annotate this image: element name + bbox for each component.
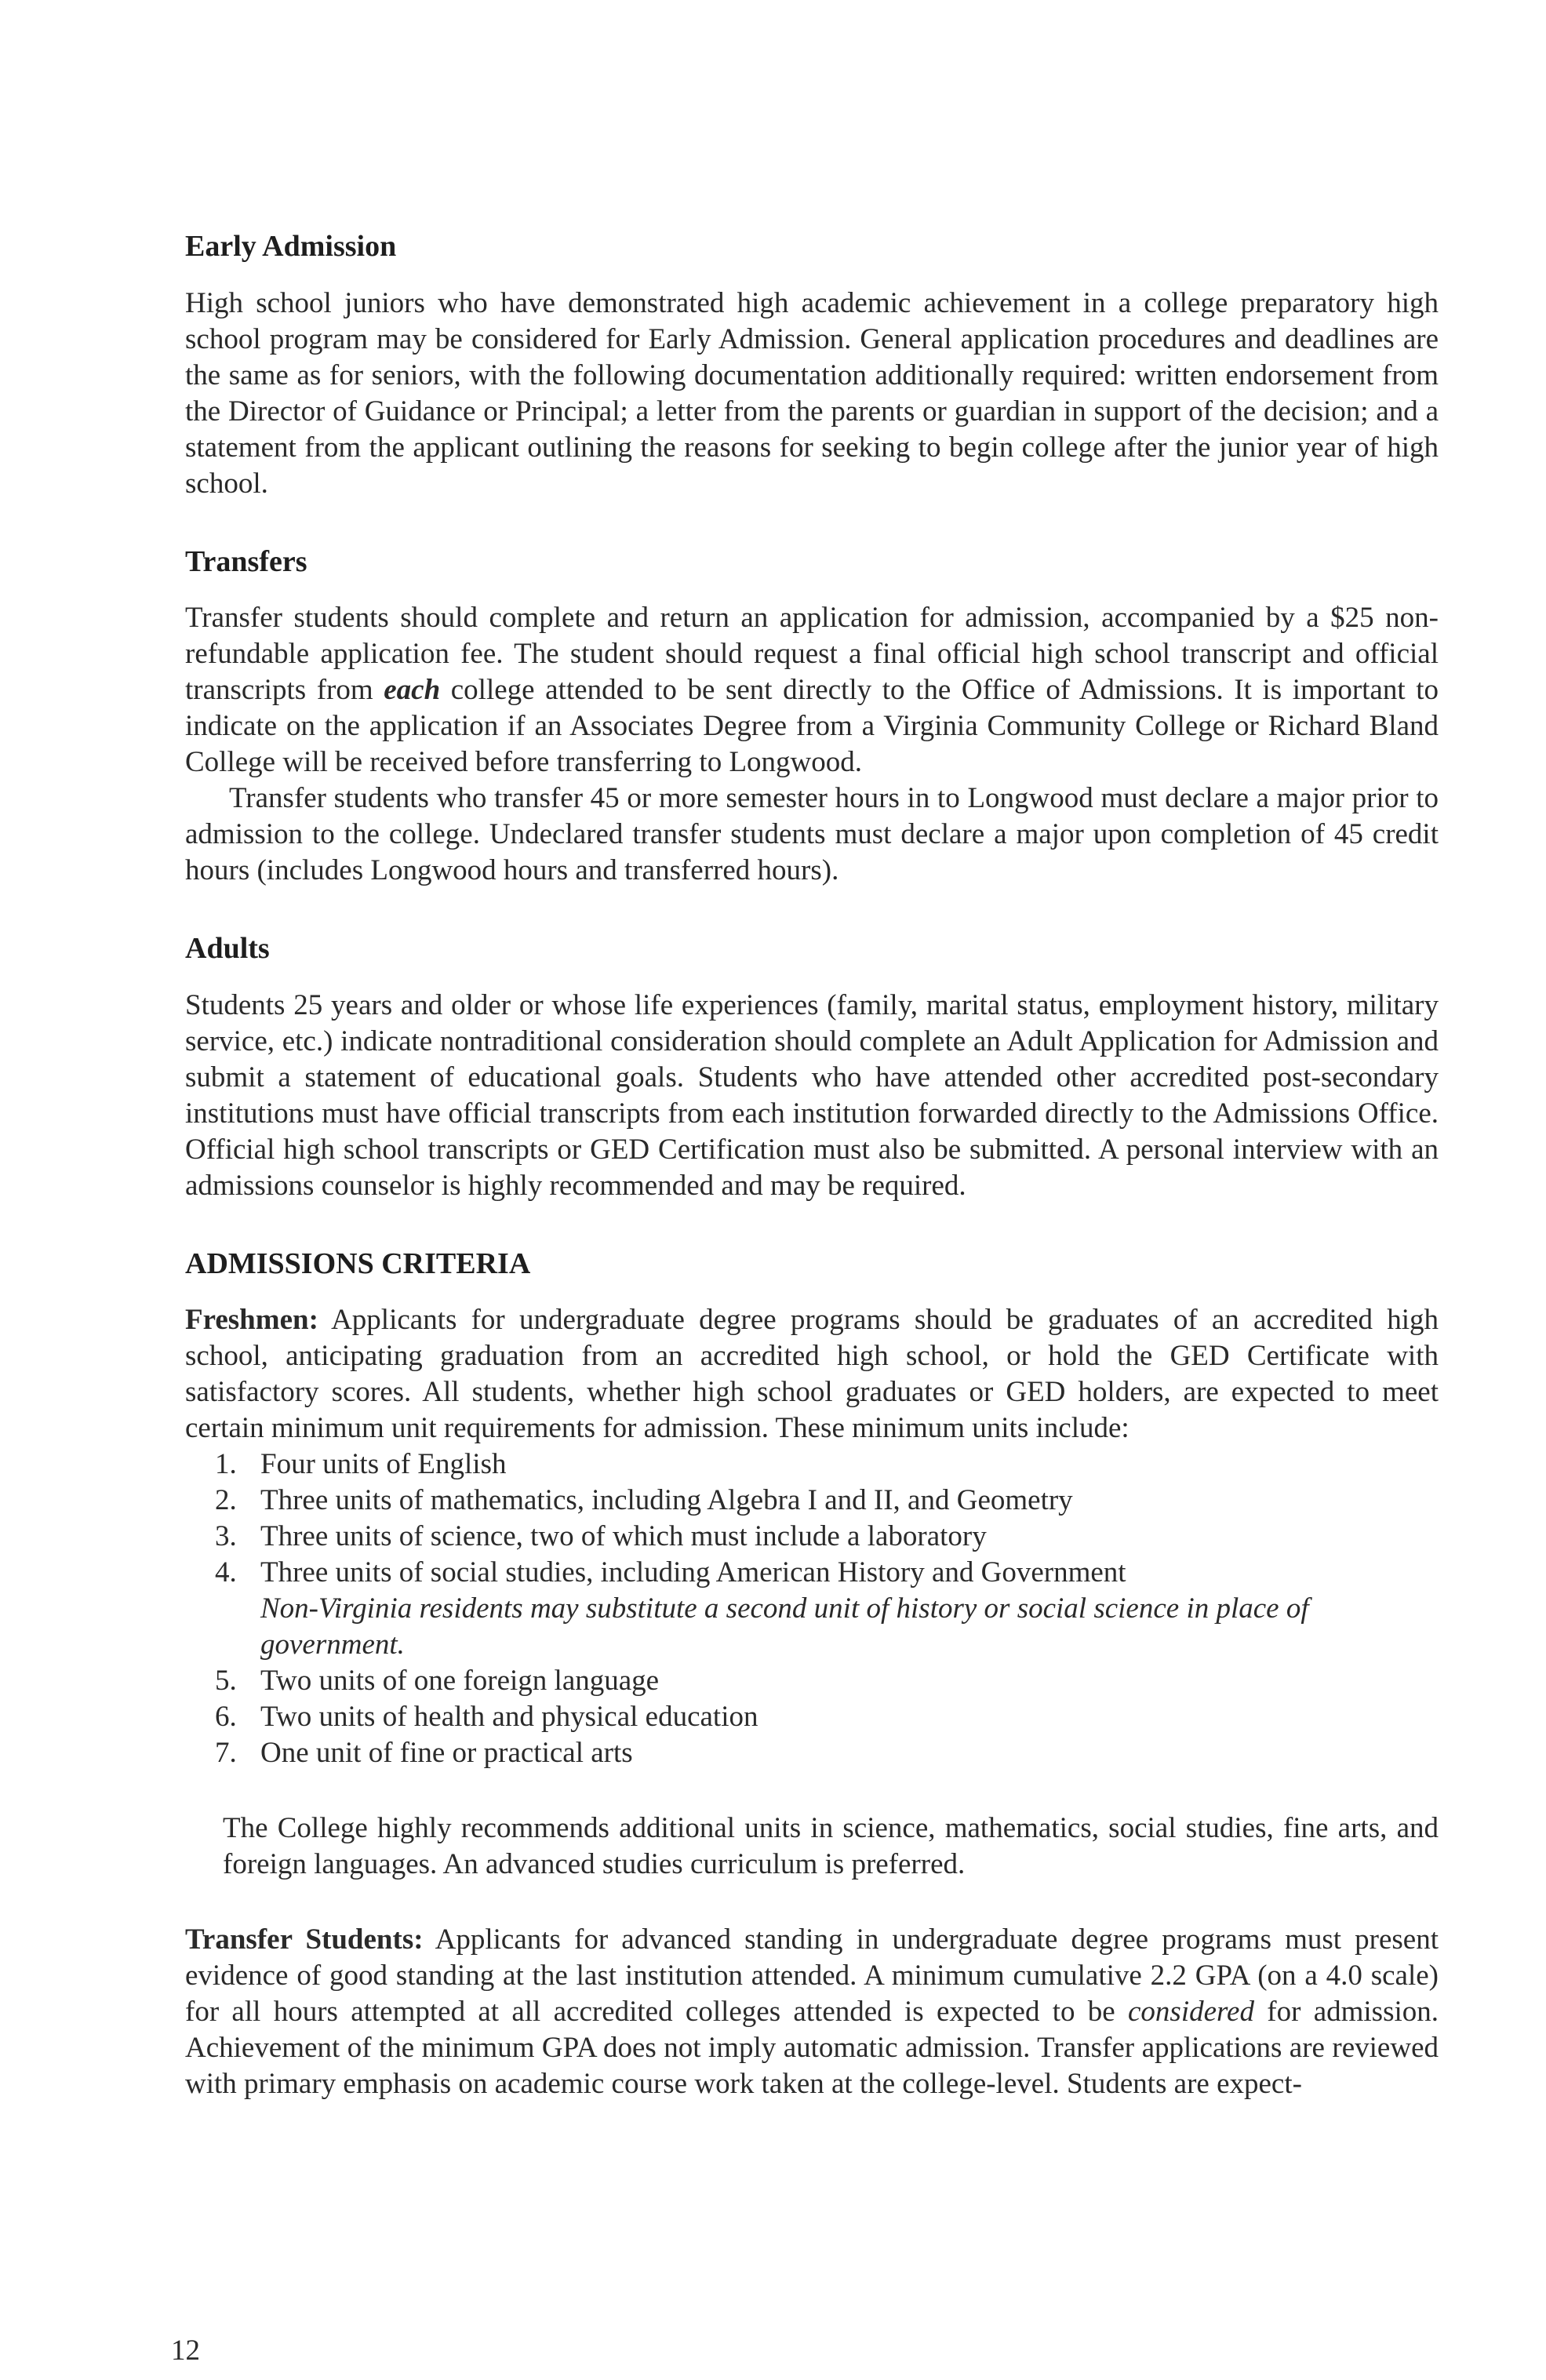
emphasis-each: each	[384, 674, 441, 707]
adults-section	[185, 931, 1439, 1204]
unit-4-note: Non-Virginia residents may substitute a second unit of history or social science in place of government.	[260, 1592, 1309, 1661]
transfer-students-paragraph: Transfer Students: Applicants for advanced standing in undergraduate degree programs must present evidence of good standing at the last institution attended. A minimum cumulative 2.2 GPA (on a 4.0 scale) for all hours attempted at all accredited colleges attended is expected to be considered for admission. Achievement of the minimum GPA does not imply automatic admission. Transfer applications are reviewed with primary emphasis on academic course work taken at the college-level. Students are expect-	[185, 1923, 1439, 2101]
early-admission-section	[185, 229, 1439, 502]
list-item: 1. Four units of English	[215, 1448, 507, 1481]
recommendation-paragraph: The College highly recommends additional units in science, mathematics, social studies, fine arts, and foreign languages. An advanced studies curriculum is preferred.	[223, 1812, 1439, 1881]
list-item: 4. Three units of social studies, including American History and Government Non-Virginia residents may substitute a second unit of history or social science in place of government.	[215, 1555, 1439, 1663]
page-number: 12	[171, 2335, 200, 2367]
early-admission-paragraph: High school juniors who have demonstrated high academic achievement in a college preparatory high school program may be considered for Early Admission. General application procedures and deadlines are the same as for seniors, with the following documentation additionally required: written endorsement from the Director of Guidance or Principal; a letter from the parents or guardian in support of the decision; and a statement from the applicant outlining the reasons for seeking to begin college after the junior year of high school.	[185, 286, 1439, 500]
transfers-paragraph-1: Transfer students should complete and return an application for admission, accompanied by a $25 non-refundable application fee. The student should request a final official high school transcript and official transcripts from each college attended to be sent directly to the Office of Admissions. It is important to indicate on the application if an Associates Degree from a Virginia Community College or Richard Bland College will be received before transferring to Longwood.	[185, 602, 1439, 779]
admissions-criteria-heading: ADMISSIONS CRITERIA	[185, 1246, 531, 1280]
transfers-paragraph-2: Transfer students who transfer 45 or more semester hours in to Longwood must declare a major prior to admission to the college. Undeclared transfer students must declare a major upon completion of 45 credit hours (includes Longwood hours and transferred hours).	[185, 782, 1439, 887]
document-page	[185, 229, 1439, 2145]
transfers-section	[185, 544, 1439, 890]
transfer-students-label: Transfer Students:	[185, 1923, 424, 1956]
transfers-heading: Transfers	[185, 544, 307, 578]
freshmen-label: Freshmen:	[185, 1304, 318, 1337]
freshmen-paragraph: Freshmen: Applicants for undergraduate degree programs should be graduates of an accredited high school, anticipating graduation from an accredited high school, or hold the GED Certificate with satisfactory scores. All students, whether high school graduates or GED holders, are expected to meet certain minimum unit requirements for admission. These minimum units include:	[185, 1304, 1439, 1445]
adults-paragraph: Students 25 years and older or whose life experiences (family, marital status, employment history, military service, etc.) indicate nontraditional consideration should complete an Adult Application for Admission and submit a statement of educational goals. Students who have attended other accredited post-secondary institutions must have official transcripts from each institution forwarded directly to the Admissions Office. Official high school transcripts or GED Certification must also be submitted. A personal interview with an admissions counselor is highly recommended and may be required.	[185, 988, 1439, 1202]
list-item: 2. Three units of mathematics, including Algebra I and II, and Geometry	[215, 1484, 1073, 1517]
minimum-units-list	[185, 1447, 1439, 1771]
adults-heading: Adults	[185, 932, 270, 966]
emphasis-considered: considered	[1128, 1996, 1254, 2029]
list-item: 7. One unit of fine or practical arts	[215, 1737, 633, 1770]
list-item: 3. Three units of science, two of which must include a laboratory	[215, 1520, 987, 1553]
list-item: 6. Two units of health and physical education	[215, 1701, 758, 1734]
list-item: 5. Two units of one foreign language	[215, 1665, 660, 1698]
admissions-criteria-section	[185, 1246, 1439, 2103]
early-admission-heading: Early Admission	[185, 230, 397, 263]
